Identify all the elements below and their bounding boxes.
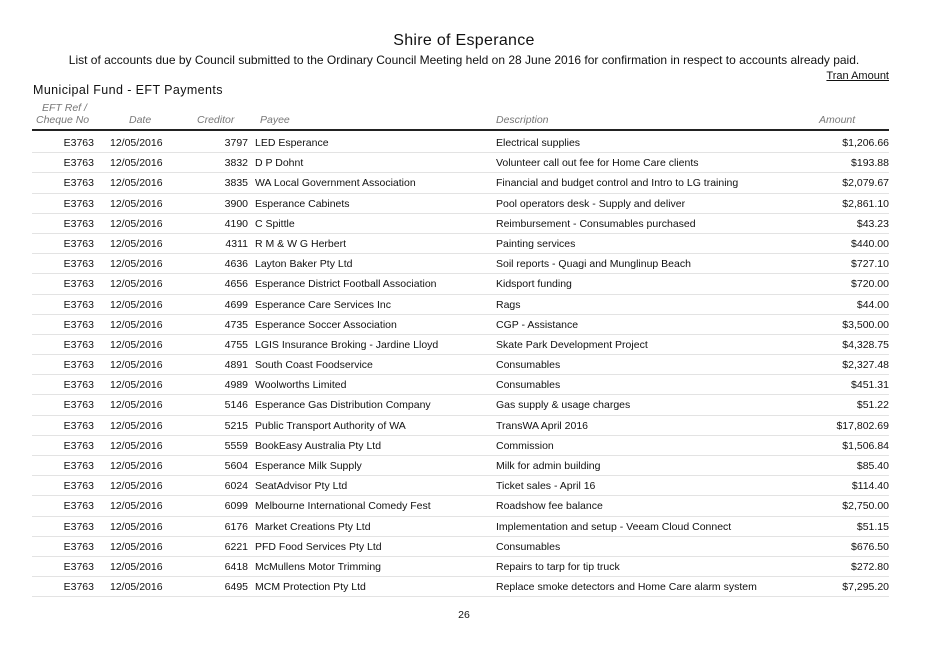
cell-amount: $85.40 xyxy=(856,460,889,472)
cell-creditor: 6024 xyxy=(224,480,248,493)
cell-date: 12/05/2016 xyxy=(110,560,163,573)
cell-ref: E3763 xyxy=(63,379,94,392)
cell-description: Ticket sales - April 16 xyxy=(496,480,596,493)
cell-description: Milk for admin building xyxy=(496,460,601,472)
table-row xyxy=(32,537,889,557)
cell-description: Volunteer call out fee for Home Care clients xyxy=(496,157,699,170)
cell-date: 12/05/2016 xyxy=(110,460,163,472)
cell-payee: Layton Baker Pty Ltd xyxy=(255,258,353,271)
cell-date: 12/05/2016 xyxy=(110,157,163,170)
page-number: 26 xyxy=(458,609,470,621)
cell-amount: $676.50 xyxy=(851,540,889,553)
table-row xyxy=(32,416,889,436)
cell-date: 12/05/2016 xyxy=(110,399,163,412)
cell-description: Repairs to tarp for tip truck xyxy=(496,560,620,573)
cell-description: Kidsport funding xyxy=(496,278,572,291)
cell-creditor: 4190 xyxy=(224,217,248,230)
table-row xyxy=(32,375,889,395)
cell-amount: $727.10 xyxy=(851,258,889,271)
cell-description: Reimbursement - Consumables purchased xyxy=(496,217,696,230)
cell-date: 12/05/2016 xyxy=(110,278,163,291)
cell-payee: Esperance Gas Distribution Company xyxy=(255,399,431,412)
cell-ref: E3763 xyxy=(63,338,94,351)
cell-description: Painting services xyxy=(496,237,576,250)
document-title: Shire of Esperance xyxy=(393,32,535,49)
cell-creditor: 4989 xyxy=(224,379,248,392)
cell-date: 12/05/2016 xyxy=(110,480,163,493)
tran-amount-label: Tran Amount xyxy=(826,70,889,82)
table-row xyxy=(32,214,889,234)
cell-description: Rags xyxy=(496,298,521,311)
cell-ref: E3763 xyxy=(63,157,94,170)
table-row xyxy=(32,335,889,355)
cell-amount: $2,861.10 xyxy=(842,197,889,210)
cell-payee: LED Esperance xyxy=(255,137,329,149)
cell-amount: $7,295.20 xyxy=(842,581,889,594)
column-header-date: Date xyxy=(129,114,152,126)
column-header-description: Description xyxy=(496,114,549,126)
cell-ref: E3763 xyxy=(63,480,94,493)
cell-date: 12/05/2016 xyxy=(110,298,163,311)
column-header-payee: Payee xyxy=(260,114,290,126)
cell-creditor: 4891 xyxy=(224,359,248,372)
cell-ref: E3763 xyxy=(63,419,94,432)
cell-ref: E3763 xyxy=(63,359,94,372)
table-row xyxy=(32,496,889,516)
cell-description: Consumables xyxy=(496,359,561,372)
cell-payee: MCM Protection Pty Ltd xyxy=(255,581,366,594)
cell-payee: Esperance Soccer Association xyxy=(255,318,397,331)
table-row xyxy=(32,254,889,274)
payments-table xyxy=(32,133,889,597)
table-row xyxy=(32,355,889,375)
cell-payee: BookEasy Australia Pty Ltd xyxy=(255,439,382,452)
cell-date: 12/05/2016 xyxy=(110,500,163,513)
cell-description: Replace smoke detectors and Home Care alarm system xyxy=(496,581,757,594)
cell-amount: $114.40 xyxy=(851,480,889,493)
cell-payee: Melbourne International Comedy Fest xyxy=(255,500,431,513)
cell-payee: South Coast Foodservice xyxy=(255,359,373,372)
table-row xyxy=(32,194,889,214)
cell-payee: WA Local Government Association xyxy=(255,177,416,190)
cell-amount: $3,500.00 xyxy=(842,318,889,331)
cell-date: 12/05/2016 xyxy=(110,439,163,452)
cell-creditor: 4311 xyxy=(225,237,248,250)
cell-ref: E3763 xyxy=(63,237,94,250)
cell-creditor: 4656 xyxy=(224,278,248,291)
cell-payee: Esperance District Football Association xyxy=(255,278,437,291)
cell-date: 12/05/2016 xyxy=(110,379,163,392)
cell-ref: E3763 xyxy=(63,439,94,452)
cell-ref: E3763 xyxy=(63,540,94,553)
cell-date: 12/05/2016 xyxy=(110,419,163,432)
cell-creditor: 5604 xyxy=(224,460,248,472)
cell-payee: LGIS Insurance Broking - Jardine Lloyd xyxy=(255,338,439,351)
cell-date: 12/05/2016 xyxy=(110,581,163,594)
table-row xyxy=(32,133,889,153)
cell-amount: $44.00 xyxy=(856,298,889,311)
cell-amount: $1,506.84 xyxy=(842,439,889,452)
cell-date: 12/05/2016 xyxy=(110,318,163,331)
cell-ref: E3763 xyxy=(63,278,94,291)
cell-ref: E3763 xyxy=(63,177,94,190)
cell-amount: $51.15 xyxy=(856,520,889,533)
table-row xyxy=(32,234,889,254)
table-row xyxy=(32,295,889,315)
cell-date: 12/05/2016 xyxy=(110,359,163,372)
table-row xyxy=(32,173,889,193)
column-header-ref-line2: Cheque No xyxy=(36,114,90,126)
cell-creditor: 6221 xyxy=(224,540,248,553)
cell-creditor: 6418 xyxy=(224,560,248,573)
cell-ref: E3763 xyxy=(63,318,94,331)
cell-amount: $440.00 xyxy=(851,237,889,250)
cell-payee: SeatAdvisor Pty Ltd xyxy=(255,480,348,493)
cell-description: Electrical supplies xyxy=(496,137,581,149)
cell-payee: C Spittle xyxy=(255,217,295,230)
cell-date: 12/05/2016 xyxy=(110,520,163,533)
cell-payee: D P Dohnt xyxy=(255,157,304,170)
table-row xyxy=(32,517,889,537)
cell-creditor: 5146 xyxy=(224,399,248,412)
cell-creditor: 3835 xyxy=(224,177,248,190)
cell-description: Pool operators desk - Supply and deliver xyxy=(496,197,686,210)
table-row xyxy=(32,315,889,335)
cell-ref: E3763 xyxy=(63,560,94,573)
cell-amount: $51.22 xyxy=(856,399,889,412)
cell-description: Roadshow fee balance xyxy=(496,500,603,513)
cell-amount: $2,750.00 xyxy=(842,500,889,513)
cell-ref: E3763 xyxy=(63,137,94,149)
cell-payee: R M & W G Herbert xyxy=(255,237,347,250)
cell-ref: E3763 xyxy=(63,258,94,271)
column-header-amount: Amount xyxy=(819,114,856,126)
cell-payee: Woolworths Limited xyxy=(255,379,347,392)
cell-amount: $1,206.66 xyxy=(842,137,889,149)
cell-payee: Market Creations Pty Ltd xyxy=(255,520,371,533)
cell-description: Skate Park Development Project xyxy=(496,338,648,351)
cell-payee: McMullens Motor Trimming xyxy=(255,560,382,573)
cell-description: Soil reports - Quagi and Munglinup Beach xyxy=(496,258,691,271)
cell-date: 12/05/2016 xyxy=(110,540,163,553)
document-subtitle: List of accounts due by Council submitted to the Ordinary Council Meeting held on 28 June 2016 for confirmation in respect to accounts already paid. xyxy=(68,53,860,67)
table-row xyxy=(32,153,889,173)
cell-amount: $17,802.69 xyxy=(836,419,889,432)
cell-creditor: 6495 xyxy=(224,581,248,594)
cell-description: Gas supply & usage charges xyxy=(496,399,631,412)
cell-ref: E3763 xyxy=(63,500,94,513)
cell-description: Implementation and setup - Veeam Cloud Connect xyxy=(496,520,732,533)
table-row xyxy=(32,274,889,294)
cell-description: Consumables xyxy=(496,540,561,553)
cell-date: 12/05/2016 xyxy=(110,237,163,250)
cell-amount: $43.23 xyxy=(856,217,889,230)
cell-payee: Esperance Cabinets xyxy=(255,197,350,210)
table-row xyxy=(32,436,889,456)
cell-creditor: 4755 xyxy=(224,338,248,351)
cell-creditor: 4699 xyxy=(224,298,248,311)
cell-creditor: 3832 xyxy=(224,157,248,170)
cell-description: CGP - Assistance xyxy=(496,318,579,331)
cell-creditor: 4636 xyxy=(224,258,248,271)
column-header-ref-line1: EFT Ref / xyxy=(42,102,87,114)
cell-ref: E3763 xyxy=(63,581,94,594)
cell-creditor: 3900 xyxy=(224,197,248,210)
header-divider xyxy=(32,129,889,131)
cell-description: Commission xyxy=(496,439,554,452)
cell-payee: Esperance Care Services Inc xyxy=(255,298,391,311)
cell-date: 12/05/2016 xyxy=(110,177,163,190)
cell-creditor: 6176 xyxy=(224,520,248,533)
column-header-creditor: Creditor xyxy=(197,114,235,126)
cell-date: 12/05/2016 xyxy=(110,197,163,210)
cell-description: Consumables xyxy=(496,379,561,392)
cell-creditor: 5215 xyxy=(224,419,248,432)
cell-creditor: 6099 xyxy=(224,500,248,513)
cell-payee: Esperance Milk Supply xyxy=(255,460,362,472)
cell-amount: $2,079.67 xyxy=(842,177,889,190)
cell-payee: PFD Food Services Pty Ltd xyxy=(255,540,382,553)
cell-ref: E3763 xyxy=(63,460,94,472)
cell-creditor: 4735 xyxy=(224,318,248,331)
cell-description: Financial and budget control and Intro to LG training xyxy=(496,177,739,190)
cell-creditor: 3797 xyxy=(224,137,248,149)
cell-ref: E3763 xyxy=(63,217,94,230)
cell-date: 12/05/2016 xyxy=(110,338,163,351)
cell-amount: $193.88 xyxy=(851,157,889,170)
cell-description: TransWA April 2016 xyxy=(496,419,589,432)
table-row xyxy=(32,395,889,415)
cell-payee: Public Transport Authority of WA xyxy=(255,419,406,432)
cell-ref: E3763 xyxy=(63,399,94,412)
cell-ref: E3763 xyxy=(63,298,94,311)
cell-date: 12/05/2016 xyxy=(110,137,163,149)
cell-amount: $4,328.75 xyxy=(842,338,889,351)
cell-ref: E3763 xyxy=(63,520,94,533)
section-title: Municipal Fund - EFT Payments xyxy=(33,83,223,97)
cell-amount: $2,327.48 xyxy=(842,359,889,372)
cell-ref: E3763 xyxy=(63,197,94,210)
table-row xyxy=(32,456,889,476)
table-row xyxy=(32,557,889,577)
cell-amount: $720.00 xyxy=(851,278,889,291)
cell-date: 12/05/2016 xyxy=(110,258,163,271)
table-row xyxy=(32,476,889,496)
cell-amount: $272.80 xyxy=(851,560,889,573)
cell-amount: $451.31 xyxy=(851,379,889,392)
table-row xyxy=(32,577,889,597)
cell-date: 12/05/2016 xyxy=(110,217,163,230)
cell-creditor: 5559 xyxy=(224,439,248,452)
